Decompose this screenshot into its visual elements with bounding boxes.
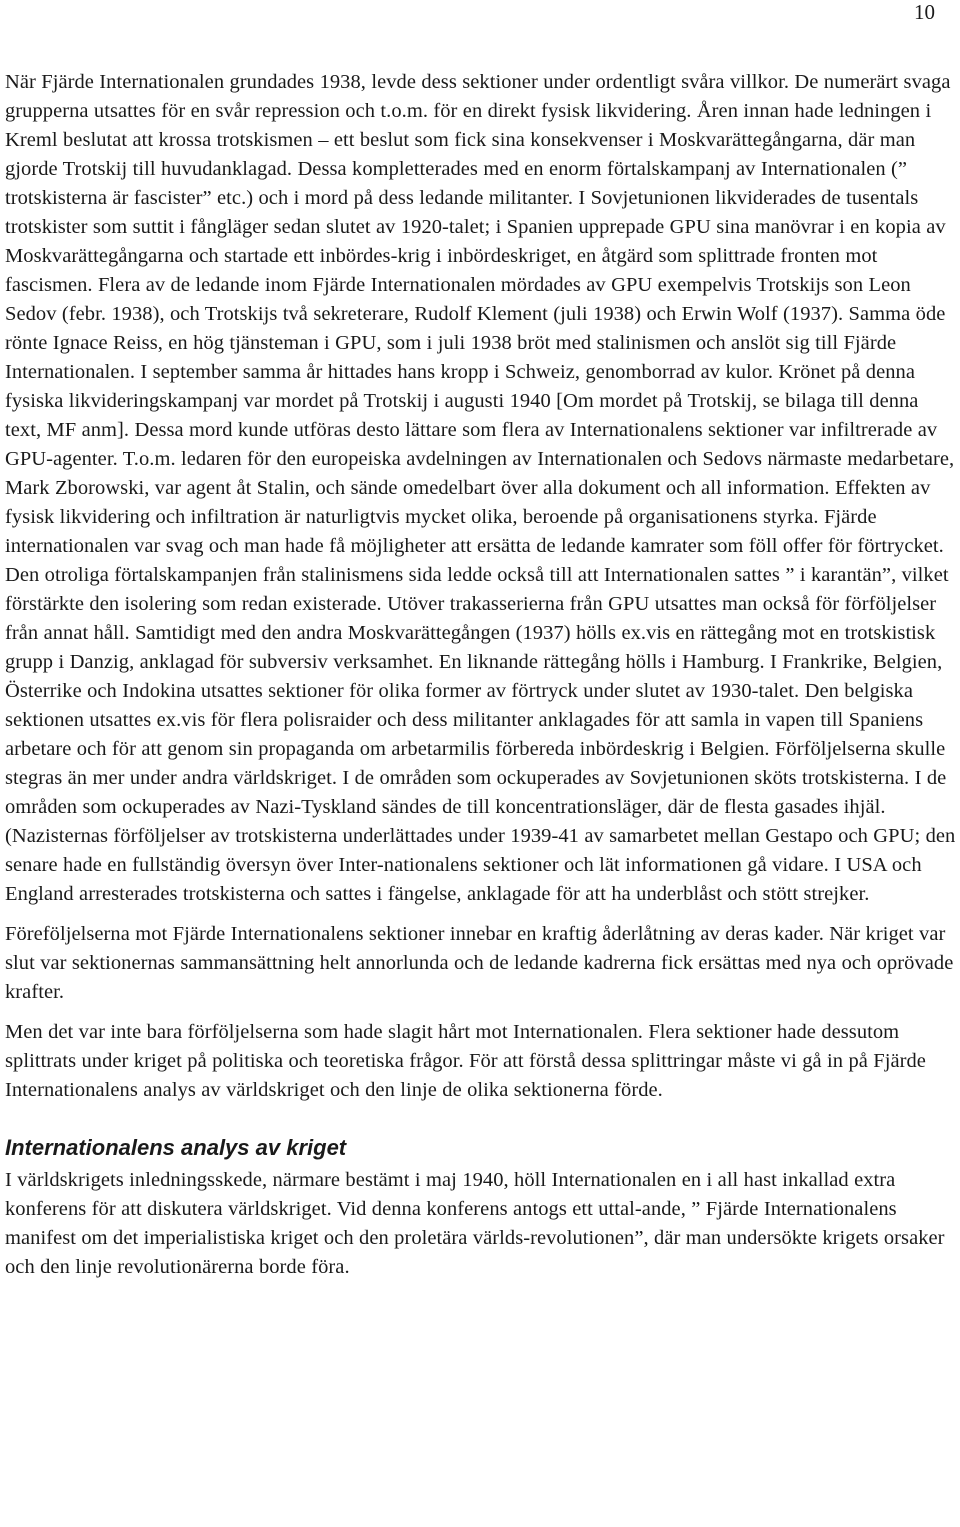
paragraph-splits: Men det var inte bara förföljelserna som hade slagit hårt mot Internationalen. Flera sektioner hade dessutom splittrats under kriget på politiska och teoretiska frågor. För att förstå dessa splittringar måste vi gå in på Fjärde Internationalens analys av världskriget och den linje de olika sektionerna förde. (5, 1021, 926, 1101)
paragraph-war-analysis: I världskrigets inledningsskede, närmare bestämt i maj 1940, höll Internationalen en i all hast inkallad extra konferens för att diskutera världskriget. Vid denna konferens antogs ett uttal-ande, ” Fjärde Internationalens manifest om det imperialistiska kriget och den proletära världs-revolutionen”, där man undersökte krigets orsaker och den linje revolutionärerna borde föra. (5, 1169, 945, 1278)
paragraph-consequences: Föreföljelserna mot Fjärde Internationalens sektioner innebar en kraftig åderlåtning av deras kader. När kriget var slut var sektionernas sammansättning helt annorlunda och de ledande kadrerna fick ersättas med nya och oprövade krafter. (5, 923, 954, 1003)
page-number: 10 (914, 0, 935, 24)
section-heading: Internationalens analys av kriget (5, 1135, 347, 1160)
document-body (5, 68, 957, 1282)
paragraph-persecution: När Fjärde Internationalen grundades 1938, levde dess sektioner under ordentligt svåra villkor. De numerärt svaga grupperna utsattes för en svår repression och t.o.m. för en direkt fysisk likvidering. Åren innan hade ledningen i Kreml beslutat att krossa trotskismen – ett beslut som fick sina konsekvenser i Moskvarättegångarna, där man gjorde Trotskij till huvudanklagad. Dessa kompletterades med en enorm förtalskampanj av Internationalen (” trotskisterna är fascister” etc.) och i mord på dess ledande militanter. I Sovjetunionen likviderades de tusentals trotskister som suttit i fångläger sedan slutet av 1920-talet; i Spanien upprepade GPU sina manövrar i en kopia av Moskvarättegångarna och startade ett inbördes-krig i inbördeskriget, en åtgärd som splittrade fronten mot fascismen. Flera av de ledande inom Fjärde Internationalen mördades av GPU exempelvis Trotskijs son Leon Sedov (febr. 1938), och Trotskijs två sekreterare, Rudolf Klement (juli 1938) och Erwin Wolf (1937). Samma öde rönte Ignace Reiss, en hög tjänsteman i GPU, som i juli 1938 bröt med stalinismen och anslöt sig till Fjärde Internationalen. I september samma år hittades hans kropp i Schweiz, genomborrad av kulor. Krönet på denna fysiska likvideringskampanj var mordet på Trotskij i augusti 1940 [Om mordet på Trotskij, se bilaga till denna text, MF anm]. Dessa mord kunde utföras desto lättare som flera av Internationalens sektioner var infiltrerade av GPU-agenter. T.o.m. ledaren för den europeiska avdelningen av Internationalen och Sedovs närmaste medarbetare, Mark Zborowski, var agent åt Stalin, och sände omedelbart över alla dokument och all information. Effekten av fysisk likvidering och infiltration är naturligtvis mycket olika, beroende på organisationens styrka. Fjärde internationalen var svag och man hade få möjligheter att ersätta de ledande kamrater som föll offer för förtrycket. Den otroliga förtalskampanjen från stalinismens sida ledde också till att Internationalen sattes ” i karantän”, vilket förstärkte den isolering som redan existerade. Utöver trakasserierna från GPU utsattes man också för förföljelser från annat håll. Samtidigt med den andra Moskvarättegången (1937) hölls ex.vis en rättegång mot en trotskistisk grupp i Danzig, anklagad för subversiv verksamhet. En liknande rättegång hölls i Hamburg. I Frankrike, Belgien, Österrike och Indokina utsattes sektioner för olika former av förtryck under slutet av 1930-talet. Den belgiska sektionen utsattes ex.vis för flera polisraider och dess militanter anklagades för att samla in vapen till Spaniens arbetare och för att genom sin propaganda om arbetarmilis förbereda inbördeskrig i Belgien. Förföljelserna skulle stegras än mer under andra världskriget. I de områden som ockuperades av Sovjetunionen sköts trotskisterna. I de områden som ockuperades av Nazi-Tyskland sändes de till koncentrationsläger, där de flesta gasades ihjäl. (Nazisternas förföljelser av trotskisterna underlättades under 1939-41 av samarbetet mellan Gestapo och GPU; den senare hade en fullständig översyn över Inter-nationalens sektioner och lät informationen gå vidare. I USA och England arresterades trotskisterna och sattes i fängelse, anklagade för att ha underblåst och stött strejker. (5, 71, 956, 905)
